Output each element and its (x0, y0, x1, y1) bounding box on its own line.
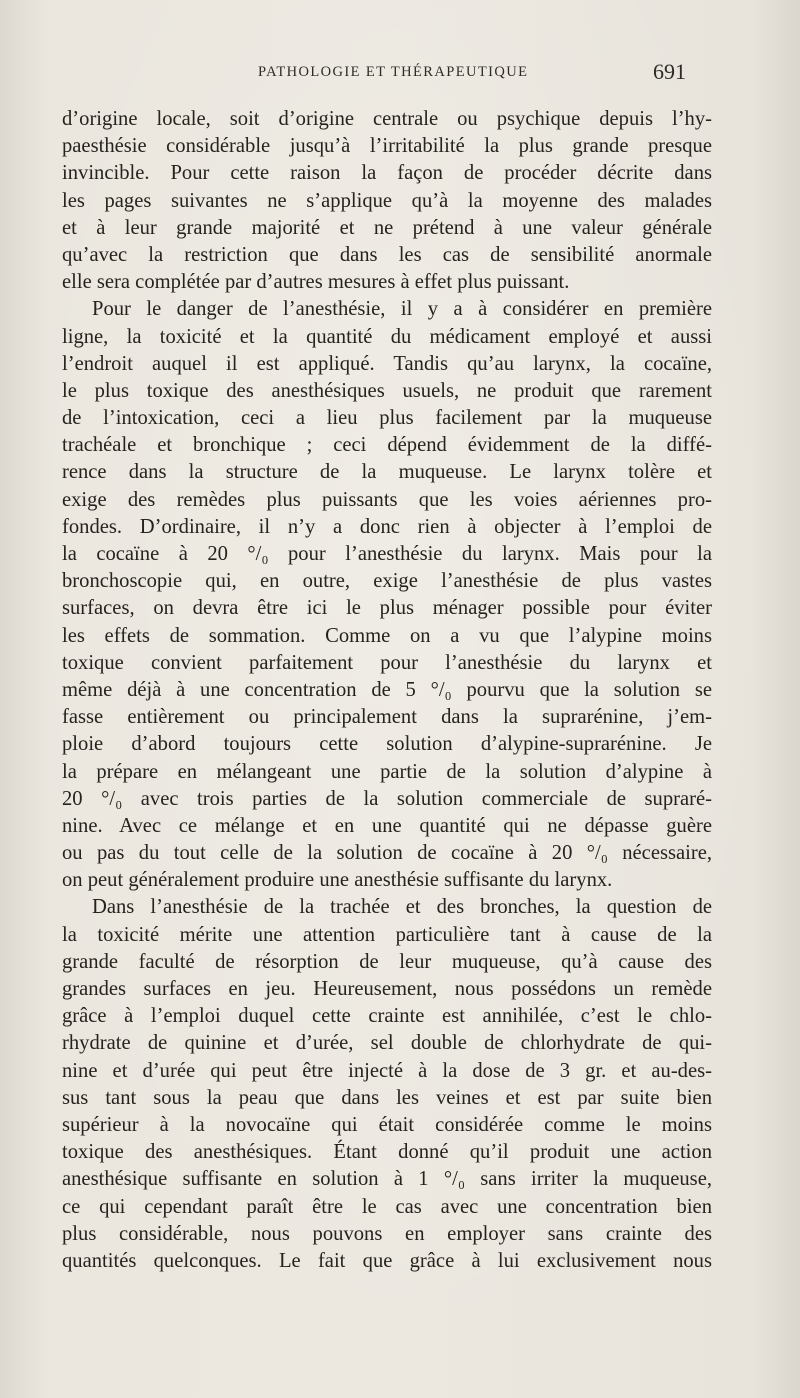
text-line: la toxicité mérite une attention particulière tant à cause de la (62, 923, 712, 946)
text-line: la cocaïne à 20 °/₀ pour l’anesthésie du larynx. Mais pour la (62, 543, 712, 565)
text-line: elle sera complétée par d’autres mesures à effet plus puissant. (62, 271, 570, 294)
text-line: rhydrate de quinine et d’urée, sel double de chlorhydrate de qui- (62, 1032, 712, 1055)
text-line: sus tant sous la peau que dans les veines et est par suite bien (62, 1086, 712, 1109)
text-line: grande faculté de résorption de leur muqueuse, qu’à cause des (62, 950, 712, 973)
text-line: plus considérable, nous pouvons en employer sans crainte des (62, 1222, 712, 1245)
text-line: de l’intoxication, ceci a lieu plus facilement par la muqueuse (62, 407, 712, 430)
text-line: supérieur à la novocaïne qui était considérée comme le moins (62, 1113, 712, 1136)
text-line: fasse entièrement ou principalement dans la suprarénine, j’em- (62, 706, 712, 729)
text-line: toxique convient parfaitement pour l’anesthésie du larynx et (62, 651, 712, 674)
text-line: quantités quelconques. Le fait que grâce à lui exclusivement nous (62, 1249, 712, 1272)
text-line: ploie d’abord toujours cette solution d’alypine-suprarénine. Je (62, 733, 712, 756)
page-number: 691 (653, 59, 686, 84)
text-line: d’origine locale, soit d’origine centrale ou psychique depuis l’hy- (62, 108, 712, 130)
text-line: la prépare en mélangeant une partie de la solution d’alypine à (62, 760, 712, 783)
page-header (258, 58, 718, 88)
paragraph-start-line: Dans l’anesthésie de la trachée et des bronches, la question de (92, 896, 712, 919)
text-line: trachéale et bronchique ; ceci dépend évidemment de la diffé- (62, 434, 712, 457)
text-line: 20 °/₀ avec trois parties de la solution commerciale de supraré- (62, 787, 712, 810)
text-line: invincible. Pour cette raison la façon de procéder décrite dans (62, 162, 712, 185)
text-line: les effets de sommation. Comme on a vu que l’alypine moins (62, 624, 712, 647)
text-line: anesthésique suffisante en solution à 1 °/₀ sans irriter la muqueuse, (62, 1168, 712, 1191)
text-line: l’endroit auquel il est appliqué. Tandis qu’au larynx, la cocaïne, (62, 352, 712, 375)
text-line: exige des remèdes plus puissants que les voies aériennes pro- (62, 488, 712, 511)
text-line: ce qui cependant paraît être le cas avec une concentration bien (62, 1195, 712, 1218)
text-line: et à leur grande majorité et ne prétend à une valeur générale (62, 216, 712, 239)
running-title: PATHOLOGIE ET THÉRAPEUTIQUE (258, 64, 529, 80)
text-line: qu’avec la restriction que dans les cas de sensibilité anormale (62, 243, 712, 266)
text-line: même déjà à une concentration de 5 °/₀ pourvu que la solution se (62, 678, 712, 701)
text-line: ligne, la toxicité et la quantité du médicament employé et aussi (62, 325, 712, 348)
text-line: le plus toxique des anesthésiques usuels, ne produit que rarement (62, 379, 712, 402)
text-line: les pages suivantes ne s’applique qu’à la moyenne des malades (62, 189, 712, 212)
text-line: rence dans la structure de la muqueuse. Le larynx tolère et (62, 461, 712, 484)
paragraph-start-line: Pour le danger de l’anesthésie, il y a à considérer en première (92, 298, 712, 321)
text-line: paesthésie considérable jusqu’à l’irritabilité la plus grande presque (62, 135, 712, 158)
text-line: grandes surfaces en jeu. Heureusement, nous possédons un remède (62, 978, 712, 1000)
text-line: nine. Avec ce mélange et en une quantité qui ne dépasse guère (62, 814, 712, 837)
text-line: bronchoscopie qui, en outre, exige l’anesthésie de plus vastes (62, 570, 712, 593)
text-line: on peut généralement produire une anesthésie suffisante du larynx. (62, 869, 613, 892)
text-line: toxique des anesthésiques. Étant donné qu’il produit une action (62, 1141, 712, 1164)
body-text (62, 106, 712, 1275)
text-line: grâce à l’emploi duquel cette crainte est annihilée, c’est le chlo- (62, 1005, 712, 1028)
text-line: ou pas du tout celle de la solution de cocaïne à 20 °/₀ nécessaire, (62, 842, 712, 865)
text-line: fondes. D’ordinaire, il n’y a donc rien à objecter à l’emploi de (62, 515, 712, 538)
text-line: surfaces, on devra être ici le plus ménager possible pour éviter (62, 597, 712, 620)
text-line: nine et d’urée qui peut être injecté à la dose de 3 gr. et au-des- (62, 1059, 712, 1082)
